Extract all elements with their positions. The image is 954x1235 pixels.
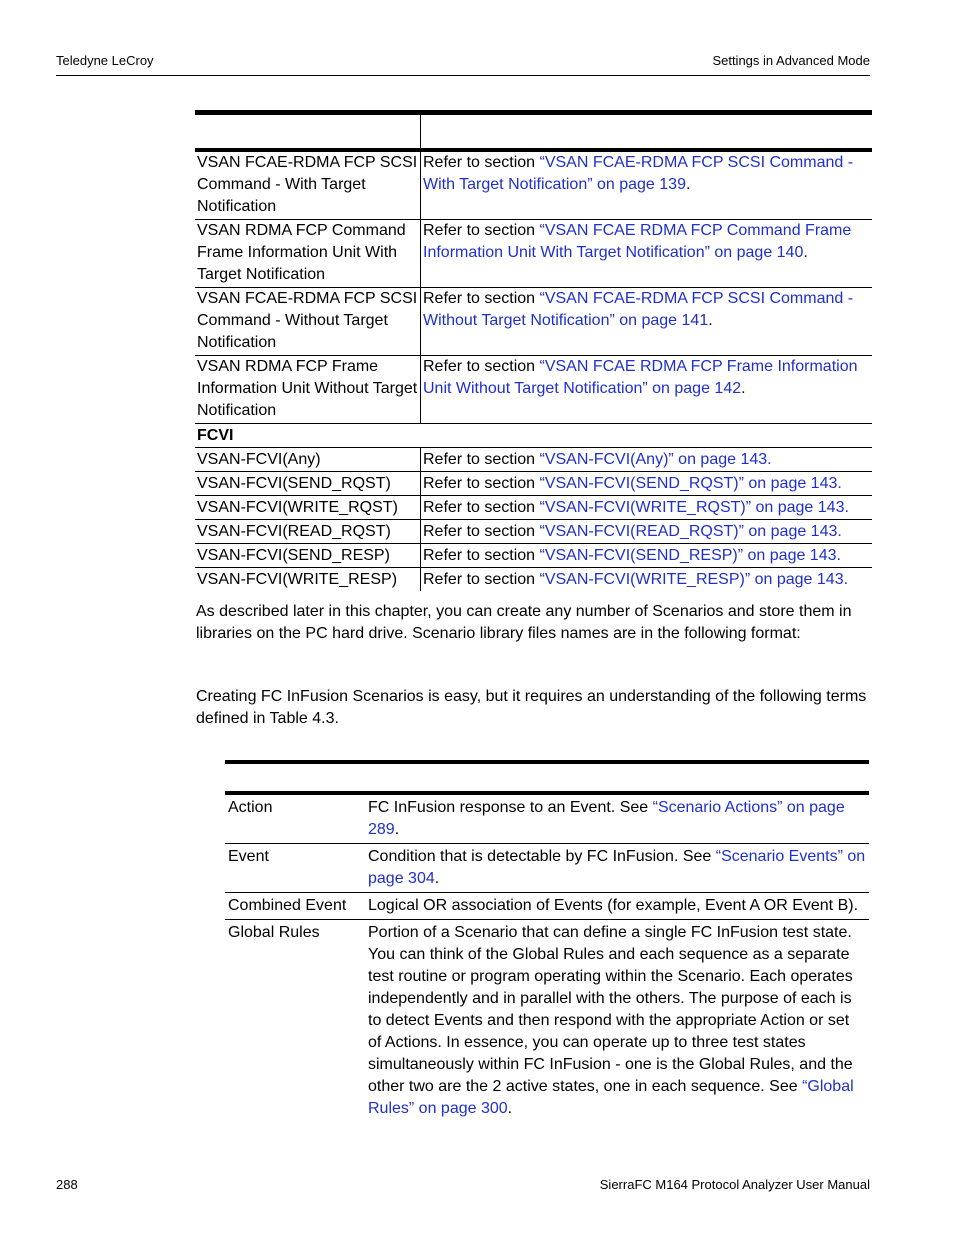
table-row [195, 544, 872, 568]
section-link[interactable]: “VSAN-FCVI(SEND_RQST)” on page 143. [539, 475, 842, 492]
definition-suffix: . [434, 870, 440, 887]
table-row [195, 448, 872, 472]
terms-table-header [225, 762, 869, 793]
ref-suffix: . [741, 380, 746, 397]
event-ref [421, 496, 873, 520]
event-ref [421, 356, 873, 424]
event-ref [421, 220, 873, 288]
term-name: Combined Event [225, 893, 365, 920]
table-row [195, 472, 872, 496]
term-definition [365, 844, 869, 893]
table-row [195, 520, 872, 544]
ref-prefix: Refer to section [423, 222, 540, 239]
event-term: VSAN RDMA FCP Frame Information Unit Without Target Notification [195, 356, 421, 424]
table-row [225, 893, 869, 920]
table-row [195, 150, 872, 220]
section-link[interactable]: “Scenario Events” on page 304 [368, 848, 866, 887]
section-link[interactable]: “VSAN-FCVI(READ_RQST)” on page 143. [539, 523, 842, 540]
section-row-fcvi [195, 424, 872, 448]
section-label: FCVI [195, 424, 872, 448]
term-definition [365, 893, 869, 920]
event-ref [421, 544, 873, 568]
events-header-col2 [421, 113, 873, 151]
definition-text: Portion of a Scenario that can define a single FC InFusion test state. You can think of the Global Rules and each sequence as a separate test routine or program operating within the Scenario. Each operates independently and in parallel with the others. The purpose of each is to detect Events and then respond with the appropriate Action or set of Actions. In essence, you can operate up to three test states simultaneously within FC InFusion - one is the Global Rules, and the other two are the 2 active states, one in each sequence. See [368, 924, 853, 1095]
section-link[interactable]: “VSAN-FCVI(Any)” on page 143. [539, 451, 772, 468]
footer-title: SierraFC M164 Protocol Analyzer User Manual [599, 1177, 870, 1192]
event-term: VSAN-FCVI(SEND_RQST) [195, 472, 421, 496]
events-table [195, 110, 872, 591]
ref-prefix: Refer to section [423, 547, 540, 564]
definition-text: Logical OR association of Events (for example, Event A OR Event B). [368, 897, 859, 914]
term-name: Global Rules [228, 924, 320, 941]
library-paragraph: As described later in this chapter, you can create any number of Scenarios and store them in libraries on the PC hard drive. Scenario library files names are in the following format: [196, 603, 852, 642]
header-right: Settings in Advanced Mode [712, 53, 870, 68]
definition-text: Condition that is detectable by FC InFusion. See [368, 848, 716, 865]
definition-suffix: . [507, 1100, 513, 1117]
section-link[interactable]: “VSAN FCAE-RDMA FCP SCSI Command - With Target Notification” on page 139 [423, 154, 854, 193]
ref-prefix: Refer to section [423, 290, 540, 307]
terms-paragraph: Creating FC InFusion Scenarios is easy, but it requires an understanding of the following terms defined in Table 4.3. [196, 688, 867, 727]
events-table-header [195, 113, 872, 151]
ref-prefix: Refer to section [423, 499, 540, 516]
ref-prefix: Refer to section [423, 451, 540, 468]
table-row [195, 568, 872, 592]
table-row [225, 920, 869, 1123]
ref-prefix: Refer to section [423, 475, 540, 492]
term-name: Action [225, 793, 365, 844]
ref-suffix: . [708, 312, 713, 329]
header-left: Teledyne LeCroy [56, 53, 154, 68]
table-row [195, 288, 872, 356]
section-link[interactable]: “VSAN FCAE-RDMA FCP SCSI Command - Without Target Notification” on page 141 [423, 290, 854, 329]
term-definition [365, 920, 869, 1123]
event-ref [421, 472, 873, 496]
event-term: VSAN-FCVI(READ_RQST) [195, 520, 421, 544]
section-link[interactable]: “Scenario Actions” on page 289 [368, 799, 845, 838]
header-rule [56, 75, 870, 76]
table-row [195, 356, 872, 424]
event-term: VSAN-FCVI(Any) [195, 448, 421, 472]
event-ref [421, 150, 873, 220]
event-ref [421, 568, 873, 592]
table-row [195, 220, 872, 288]
definition-text: FC InFusion response to an Event. See [368, 799, 653, 816]
terms-header-col2 [365, 762, 869, 793]
section-link[interactable]: “VSAN-FCVI(WRITE_RESP)” on page 143. [539, 571, 849, 588]
section-link[interactable]: “VSAN-FCVI(SEND_RESP)” on page 143. [539, 547, 841, 564]
event-ref [421, 520, 873, 544]
terms-header-col1 [225, 762, 365, 793]
section-link[interactable]: “VSAN FCAE RDMA FCP Command Frame Information Unit With Target Notification” on page 140 [423, 222, 852, 261]
ref-prefix: Refer to section [423, 358, 540, 375]
ref-prefix: Refer to section [423, 523, 540, 540]
terms-table [225, 760, 869, 1122]
event-term: VSAN RDMA FCP Command Frame Information Unit With Target Notification [195, 220, 421, 288]
table-row [195, 496, 872, 520]
ref-suffix: . [685, 176, 691, 193]
event-ref [421, 448, 873, 472]
ref-prefix: Refer to section [423, 154, 540, 171]
ref-prefix: Refer to section [423, 571, 540, 588]
table-row [225, 844, 869, 893]
event-term: VSAN-FCVI(WRITE_RQST) [195, 496, 421, 520]
footer-page-number: 288 [56, 1177, 78, 1192]
event-term: VSAN FCAE-RDMA FCP SCSI Command - Without Target Notification [195, 288, 421, 356]
definition-suffix: . [394, 821, 400, 838]
term-definition [365, 793, 869, 844]
section-link[interactable]: “VSAN FCAE RDMA FCP Frame Information Unit Without Target Notification” on page 142 [423, 358, 858, 397]
section-link[interactable]: “VSAN-FCVI(WRITE_RQST)” on page 143. [539, 499, 849, 516]
event-term: VSAN-FCVI(WRITE_RESP) [195, 568, 421, 592]
ref-suffix: . [803, 244, 808, 261]
event-term: VSAN FCAE-RDMA FCP SCSI Command - With Target Notification [195, 150, 421, 220]
event-term: VSAN-FCVI(SEND_RESP) [195, 544, 421, 568]
event-ref [421, 288, 873, 356]
events-header-col1 [195, 113, 421, 151]
term-name: Event [225, 844, 365, 893]
section-link[interactable]: “Global Rules” on page 300 [368, 1078, 854, 1117]
table-row [225, 793, 869, 844]
